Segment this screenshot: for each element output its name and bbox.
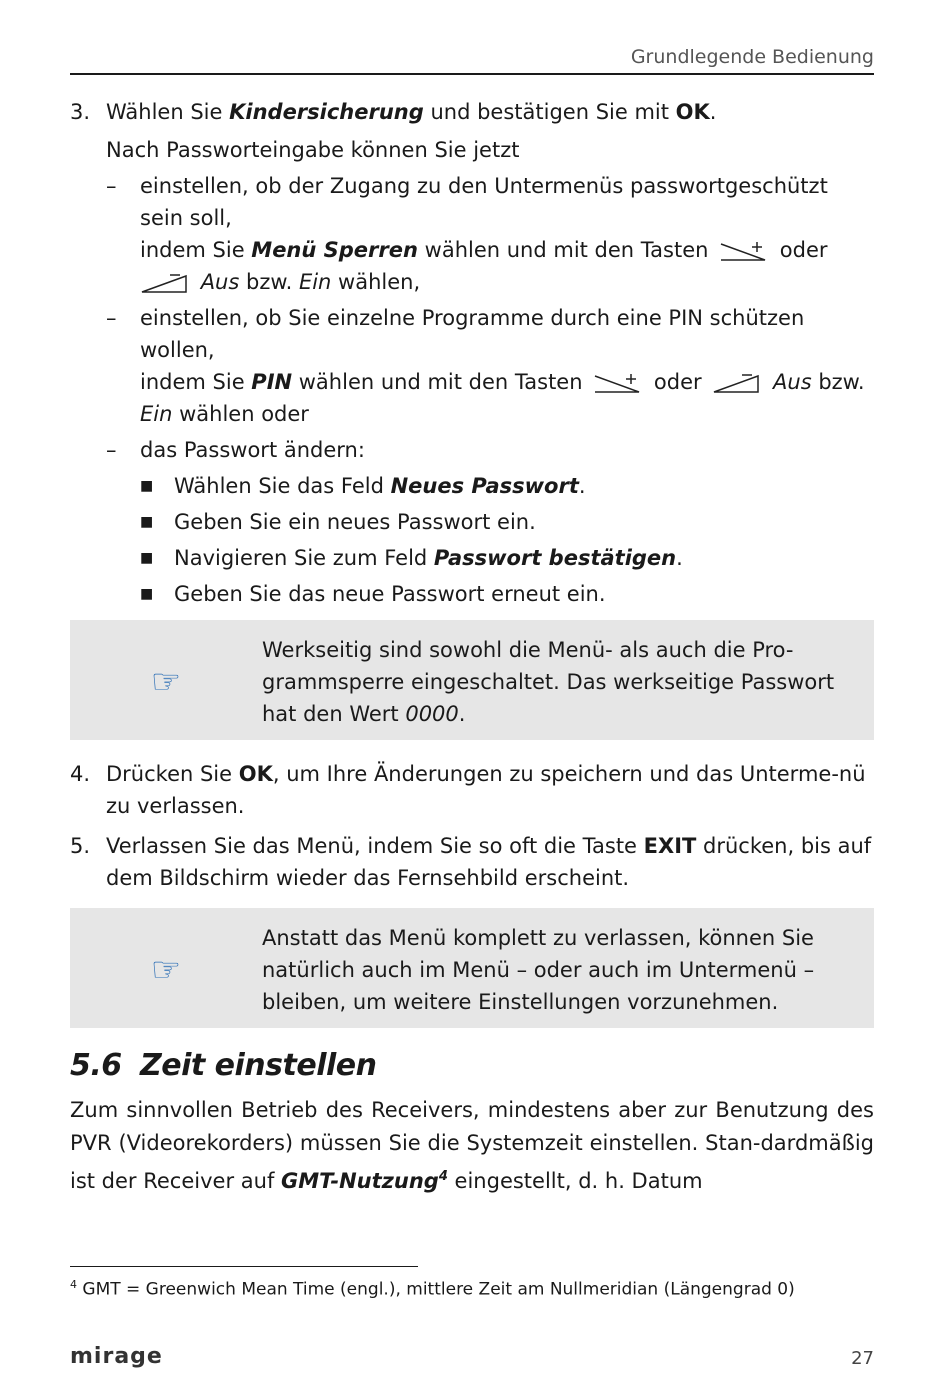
step-3-mid: und bestätigen Sie mit: [423, 100, 676, 124]
step-3-post: .: [709, 100, 717, 124]
pointing-hand-icon: ☞: [150, 950, 182, 990]
bullet-item: [140, 578, 874, 610]
running-head: Grundlegende Bedienung: [630, 46, 874, 68]
dash-mark: –: [106, 174, 117, 198]
key-exit: EXIT: [643, 834, 697, 858]
step-5: [70, 830, 874, 894]
bullet-3-post: .: [676, 546, 683, 570]
bullet-item: [140, 506, 874, 538]
bullet-mark: ■: [140, 478, 154, 494]
bullet-mark: ■: [140, 550, 154, 566]
footnote-rule: [70, 1266, 418, 1267]
dash-1-bzw: bzw.: [239, 270, 299, 294]
dash-1-pre: indem Sie: [140, 238, 252, 262]
step-number: 5.: [70, 834, 91, 858]
step-5-post: drücken, bis auf dem Bildschirm wieder das Fernsehbild erscheint.: [106, 834, 872, 890]
bullet-text: [174, 470, 586, 502]
step-text: [106, 96, 874, 128]
dash-1-or: oder: [779, 238, 828, 262]
step-3-pre: Wählen Sie: [106, 100, 230, 124]
section-title: Zeit einstellen: [140, 1048, 377, 1083]
dash-item-menu-lock: [106, 170, 874, 298]
step-text: [106, 830, 874, 894]
step-3-intro: Nach Passworteingabe können Sie jetzt: [106, 138, 520, 162]
value-ein: Ein: [140, 402, 173, 426]
value-aus: Aus: [200, 270, 240, 294]
step-3: [70, 96, 874, 128]
footnote: [70, 1278, 795, 1300]
step-4-post: , um Ihre Änderungen zu speichern und das Unterme-nü zu verlassen.: [106, 762, 866, 818]
bullet-text: [174, 542, 683, 574]
footnote-text: GMT = Greenwich Mean Time (engl.), mittlere Zeit am Nullmeridian (Längengrad 0): [77, 1279, 795, 1300]
step-4-pre: Drücken Sie: [106, 762, 239, 786]
key-ok: OK: [675, 100, 710, 124]
value-aus: Aus: [773, 370, 812, 394]
dash-text: das Passwort ändern:: [140, 438, 365, 462]
step-4: [70, 758, 874, 822]
dash-text: [140, 302, 874, 430]
step-number: 3.: [70, 100, 91, 124]
section-paragraph: [70, 1094, 874, 1198]
dash-1-post: wählen,: [331, 270, 421, 294]
header-rule: [70, 73, 874, 75]
volume-down-key-icon: [712, 372, 762, 394]
bullet-text: Geben Sie das neue Passwort erneut ein.: [174, 582, 606, 606]
dash-mark: –: [106, 438, 117, 462]
dash-1-line1: einstellen, ob der Zugang zu den Untermenüs passwortgeschützt sein soll,: [140, 174, 828, 230]
dash-2-post: wählen oder: [172, 402, 309, 426]
note-text: Anstatt das Menü komplett zu verlassen, können Sie natürlich auch im Menü – oder auch im Untermenü – bleiben, um weitere Einstellungen vorzunehmen.: [262, 926, 815, 1014]
note-text: [262, 634, 854, 730]
section-para-pre: Zum sinnvollen Betrieb des Receivers, mindestens aber zur Benutzung des PVR (Videorekorders) müssen Sie die Systemzeit einstellen. Stan-dardmäßig ist der Receiver auf: [70, 1098, 874, 1193]
page-body: [70, 96, 874, 1198]
brand-logo: mirage: [70, 1344, 163, 1369]
section-heading: [70, 1050, 874, 1082]
bullet-1-pre: Wählen Sie das Feld: [174, 474, 391, 498]
bullet-text: Geben Sie ein neues Passwort ein.: [174, 510, 536, 534]
default-password-value: 0000: [405, 702, 459, 726]
note-1-pre: Werkseitig sind sowohl die Menü- als auch die Pro-grammsperre eingeschaltet. Das werkseitige Passwort hat den Wert: [262, 638, 835, 726]
step-number: 4.: [70, 762, 91, 786]
dash-1-mid: wählen und mit den Tasten: [417, 238, 709, 262]
page-number: 27: [851, 1348, 874, 1369]
footnote-ref: 4: [438, 1169, 448, 1184]
value-ein: Ein: [298, 270, 332, 294]
bullet-item: [140, 542, 874, 574]
bullet-1-post: .: [578, 474, 586, 498]
menu-sperren: Menü Sperren: [251, 238, 418, 262]
volume-up-key-icon: [593, 372, 643, 394]
dash-2-pre: indem Sie: [140, 370, 252, 394]
dash-mark: –: [106, 306, 117, 330]
menu-gmt-nutzung: GMT-Nutzung: [281, 1169, 439, 1193]
menu-pin: PIN: [251, 370, 293, 394]
note-1-post: .: [458, 702, 466, 726]
menu-kindersicherung: Kindersicherung: [229, 100, 424, 124]
key-ok: OK: [238, 762, 273, 786]
menu-passwort-bestaetigen: Passwort bestätigen: [433, 546, 677, 570]
volume-up-key-icon: [719, 240, 769, 262]
bullet-mark: ■: [140, 586, 154, 602]
pointing-hand-icon: ☞: [150, 662, 182, 702]
bullet-3-pre: Navigieren Sie zum Feld: [174, 546, 434, 570]
note-box: [70, 620, 874, 740]
section-para-post: eingestellt, d. h. Datum: [447, 1169, 703, 1193]
bullet-item: [140, 470, 874, 502]
step-text: [106, 758, 874, 822]
dash-text: [140, 170, 874, 298]
bullet-mark: ■: [140, 514, 154, 530]
section-number: 5.6: [70, 1048, 122, 1083]
note-box: [70, 908, 874, 1028]
dash-2-or: oder: [653, 370, 702, 394]
dash-2-line1: einstellen, ob Sie einzelne Programme durch eine PIN schützen wollen,: [140, 306, 805, 362]
step-5-pre: Verlassen Sie das Menü, indem Sie so oft die Taste: [106, 834, 644, 858]
dash-2-mid: wählen und mit den Tasten: [292, 370, 583, 394]
dash-item-password: [106, 434, 874, 466]
footnote-number: 4: [70, 1278, 77, 1291]
dash-item-pin: [106, 302, 874, 430]
menu-neues-passwort: Neues Passwort: [390, 474, 579, 498]
volume-down-key-icon: [140, 272, 190, 294]
dash-2-bzw: bzw.: [811, 370, 865, 394]
